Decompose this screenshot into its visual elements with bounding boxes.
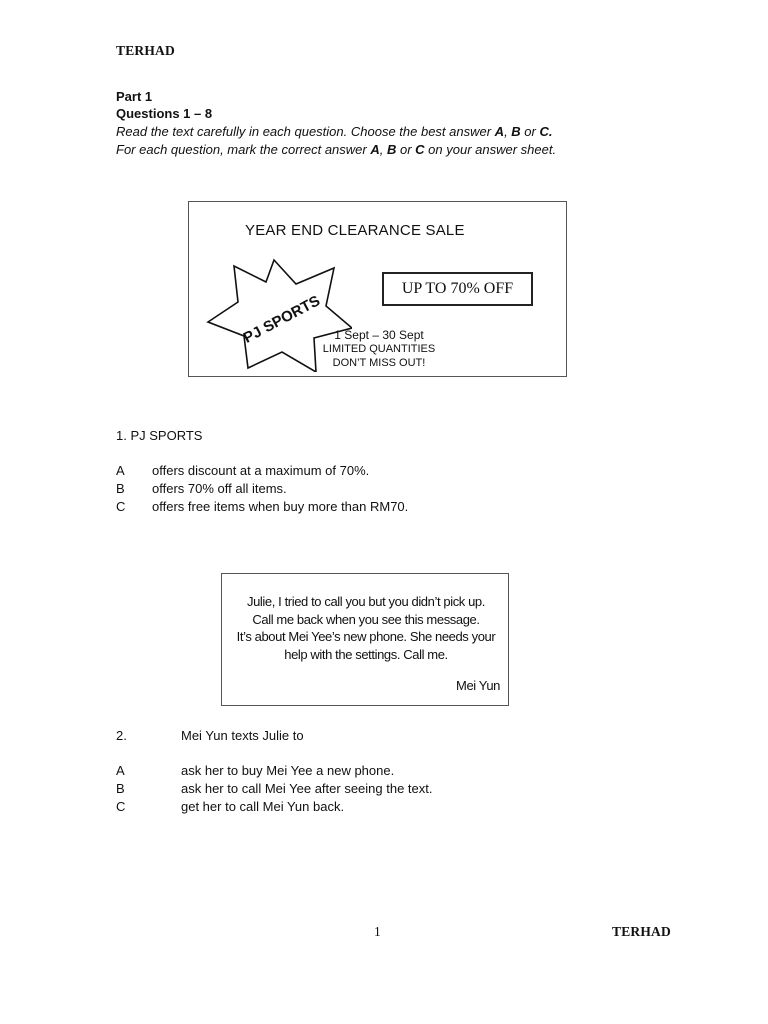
q1-option-a-text: offers discount at a maximum of 70%. bbox=[152, 463, 370, 478]
sale-advert bbox=[188, 201, 567, 377]
dont-miss-out: DON’T MISS OUT! bbox=[332, 357, 426, 369]
question-1-stem: 1. PJ SPORTS bbox=[116, 428, 203, 443]
option-b-bold: B bbox=[386, 142, 397, 157]
header-classification: TERHAD bbox=[116, 43, 175, 58]
question-2-number: 2. bbox=[116, 728, 127, 743]
or-text: or bbox=[396, 142, 416, 157]
q1-option-c-text: offers free items when buy more than RM70. bbox=[152, 499, 409, 514]
q1-option-b-letter: B bbox=[116, 481, 125, 496]
text-message-box bbox=[221, 573, 509, 706]
instruction-line-2 bbox=[116, 141, 556, 159]
option-c-bold: C bbox=[539, 124, 549, 139]
q2-option-a-text: ask her to buy Mei Yee a new phone. bbox=[181, 763, 395, 778]
q2-option-a-letter: A bbox=[116, 763, 125, 778]
offer-box: UP TO 70% OFF bbox=[382, 272, 533, 306]
option-a-bold: A bbox=[494, 124, 505, 139]
instruction-text: For each question, mark the correct answer bbox=[116, 142, 371, 157]
message-line: It’s about Mei Yee’s new phone. She needs your bbox=[236, 629, 496, 644]
message-line: Julie, I tried to call you but you didn’t pick up. bbox=[247, 594, 485, 609]
separator: , bbox=[379, 142, 387, 157]
message-line: help with the settings. Call me. bbox=[284, 646, 448, 662]
instruction-line-1 bbox=[116, 123, 553, 141]
message-signature: Mei Yun bbox=[456, 678, 500, 693]
q2-option-b-letter: B bbox=[116, 781, 125, 796]
logo-text: PJ SPORTS bbox=[240, 292, 323, 347]
instruction-text: Read the text carefully in each question. Choose the best answer bbox=[116, 124, 495, 139]
questions-range: Questions 1 – 8 bbox=[116, 106, 213, 121]
q2-option-b-text: ask her to call Mei Yee after seeing the text. bbox=[181, 781, 433, 796]
q1-option-c-letter: C bbox=[116, 499, 126, 514]
message-body bbox=[222, 593, 510, 663]
footer-classification: TERHAD bbox=[612, 924, 671, 939]
q2-option-c-letter: C bbox=[116, 799, 126, 814]
question-2-stem: Mei Yun texts Julie to bbox=[181, 728, 304, 743]
sale-dates: 1 Sept – 30 Sept bbox=[334, 328, 424, 342]
option-a-bold: A bbox=[370, 142, 380, 157]
separator: , bbox=[504, 124, 512, 139]
q1-option-b-text: offers 70% off all items. bbox=[152, 481, 287, 496]
option-c-bold: C bbox=[415, 142, 425, 157]
or-text: or bbox=[520, 124, 540, 139]
advert-title: YEAR END CLEARANCE SALE bbox=[245, 222, 465, 239]
instruction-end: on your answer sheet. bbox=[424, 142, 557, 157]
q1-option-a-letter: A bbox=[116, 463, 125, 478]
part-heading: Part 1 bbox=[116, 89, 153, 104]
q2-option-c-text: get her to call Mei Yun back. bbox=[181, 799, 345, 814]
period: . bbox=[548, 124, 553, 139]
page-number: 1 bbox=[374, 924, 381, 939]
limited-quantities: LIMITED QUANTITIES bbox=[322, 343, 436, 355]
message-line: Call me back when you see this message. bbox=[252, 611, 480, 627]
option-b-bold: B bbox=[511, 124, 521, 139]
